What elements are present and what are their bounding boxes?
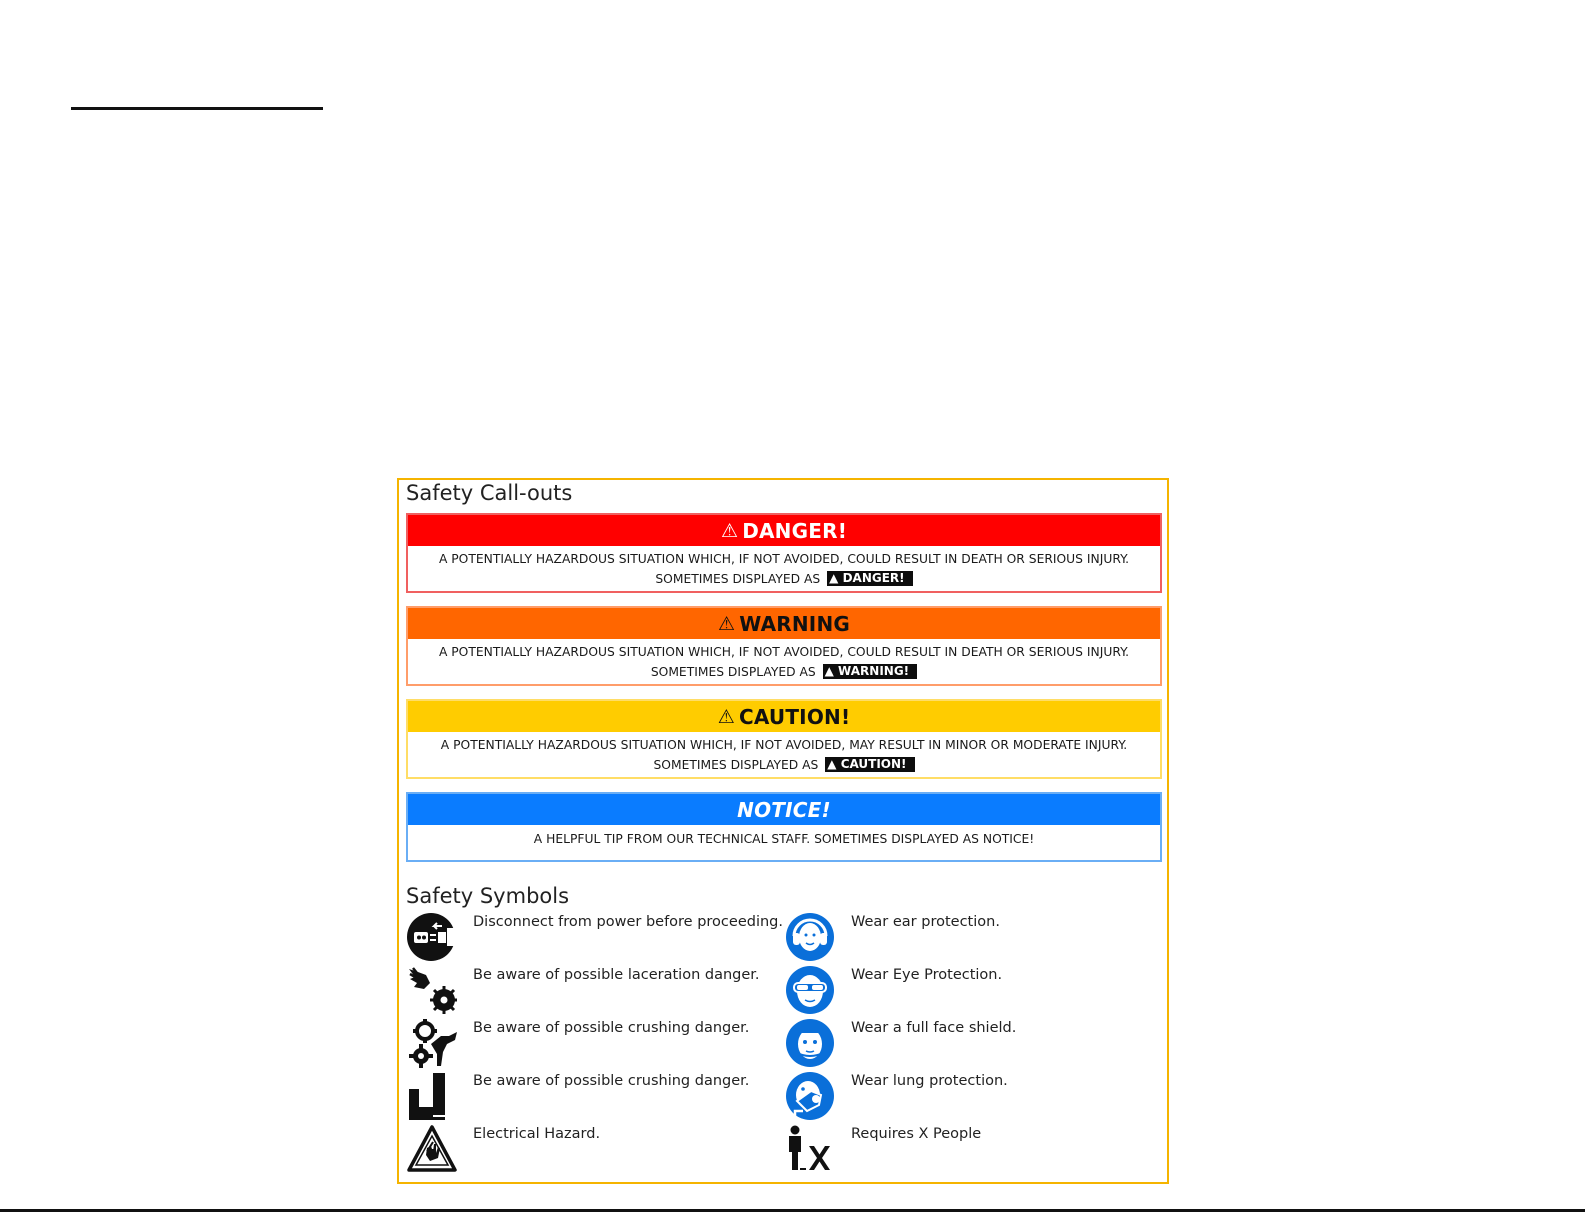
caution-badge: ▲ CAUTION! [825, 757, 914, 772]
warning-body [408, 639, 1160, 682]
symbol-row [785, 1018, 1016, 1068]
caution-badge-text: CAUTION! [840, 757, 907, 771]
warning-callout [406, 606, 1162, 686]
symbol-label: Wear a full face shield. [851, 1020, 1017, 1036]
danger-header [408, 515, 1160, 546]
symbol-label: Electrical Hazard. [473, 1126, 601, 1142]
warning-header [408, 608, 1160, 639]
caution-alt-text: SOMETIMES DISPLAYED AS [653, 758, 819, 772]
danger-badge-text: DANGER! [842, 571, 905, 585]
warning-triangle-icon: ⚠ [717, 612, 736, 635]
symbol-row [407, 1071, 749, 1121]
notice-description: A HELPFUL TIP FROM OUR TECHNICAL STAFF. SOMETIMES DISPLAYED AS NOTICE! [533, 832, 1035, 846]
danger-callout [406, 513, 1162, 593]
danger-description: A POTENTIALLY HAZARDOUS SITUATION WHICH, IF NOT AVOIDED, COULD RESULT IN DEATH OR SERIOUS INJURY. [438, 552, 1130, 566]
bottom-rule [0, 1209, 1585, 1212]
symbol-row [785, 912, 1000, 962]
caution-alt-line [408, 755, 1160, 775]
symbol-row [407, 1018, 749, 1068]
caution-body [408, 732, 1160, 775]
ear-protection-icon [785, 912, 835, 962]
symbol-label: Requires X People [851, 1126, 982, 1142]
warning-alt-line [408, 662, 1160, 682]
safety-panel [397, 478, 1169, 1184]
face-shield-icon [785, 1018, 835, 1068]
warning-triangle-icon: ⚠ [720, 519, 739, 542]
caution-callout [406, 699, 1162, 779]
symbol-row [407, 912, 783, 962]
lung-protection-icon [785, 1071, 835, 1121]
notice-heading: NOTICE! [737, 797, 831, 822]
symbol-label: Be aware of possible crushing danger. [473, 1020, 750, 1036]
symbol-row [407, 965, 760, 1015]
warning-heading: WARNING [739, 611, 850, 636]
warning-triangle-icon: ⚠ [717, 705, 735, 728]
notice-body [408, 825, 1160, 849]
caution-description: A POTENTIALLY HAZARDOUS SITUATION WHICH, IF NOT AVOIDED, MAY RESULT IN MINOR OR MODERATE INJURY. [440, 738, 1128, 752]
notice-header [408, 794, 1160, 825]
danger-heading: DANGER! [742, 518, 848, 543]
laceration-icon [407, 965, 457, 1015]
symbol-label: Wear Eye Protection. [851, 967, 1003, 983]
electrical-hazard-icon [407, 1124, 457, 1174]
symbols-title: Safety Symbols [406, 884, 570, 908]
symbol-label: Be aware of possible laceration danger. [473, 967, 760, 983]
warning-badge: ▲ WARNING! [823, 664, 918, 679]
top-rule [71, 107, 323, 110]
symbol-label: Wear ear protection. [851, 914, 1000, 930]
requires-people-icon [785, 1124, 835, 1174]
unplug-icon [407, 912, 457, 962]
symbol-row [785, 965, 1002, 1015]
symbol-label: Be aware of possible crushing danger. [473, 1073, 750, 1089]
symbol-label: Disconnect from power before proceeding. [473, 914, 783, 930]
danger-body [408, 546, 1160, 589]
symbol-row [407, 1124, 600, 1174]
caution-heading: CAUTION! [738, 704, 851, 729]
caution-header [408, 701, 1160, 732]
foot-crush-icon [407, 1071, 457, 1121]
warning-description: A POTENTIALLY HAZARDOUS SITUATION WHICH, IF NOT AVOIDED, COULD RESULT IN DEATH OR SERIOUS INJURY. [438, 645, 1130, 659]
eye-protection-icon [785, 965, 835, 1015]
danger-badge: ▲ DANGER! [827, 571, 912, 586]
danger-alt-line [408, 569, 1160, 589]
symbol-label: Wear lung protection. [851, 1073, 1008, 1089]
symbol-row [785, 1124, 981, 1174]
notice-callout [406, 792, 1162, 862]
callouts-title: Safety Call-outs [406, 481, 573, 505]
symbol-row [785, 1071, 1008, 1121]
danger-alt-text: SOMETIMES DISPLAYED AS [655, 572, 821, 586]
gear-crush-icon [407, 1018, 457, 1068]
warning-alt-text: SOMETIMES DISPLAYED AS [650, 665, 816, 679]
warning-badge-text: WARNING! [838, 664, 910, 678]
